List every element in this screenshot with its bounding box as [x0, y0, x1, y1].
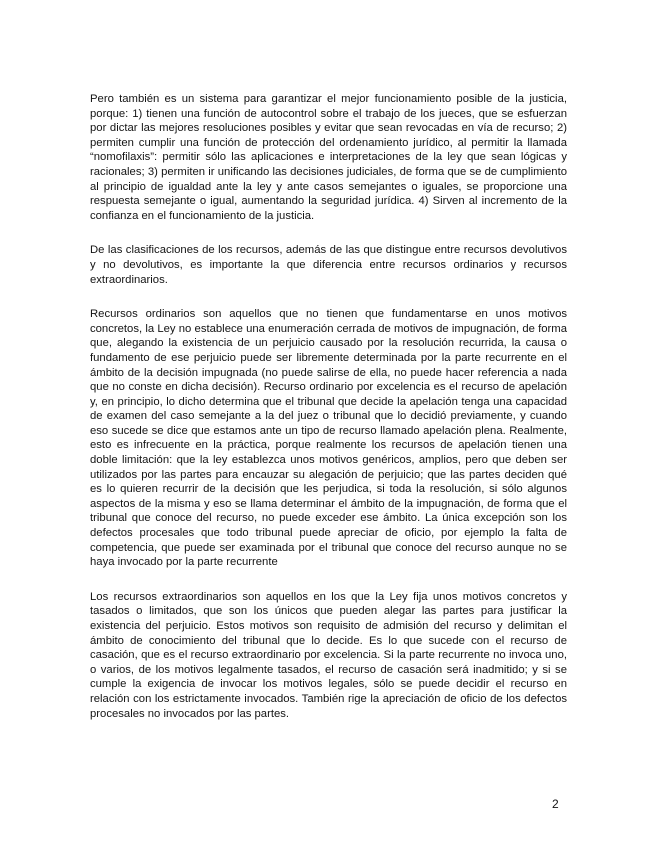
paragraph-ordinary-appeals: Recursos ordinarios son aquellos que no tienen que fundamentarse en unos motivos concretos, la Ley no establece una enumeración cerrada de motivos de impugnación, de forma que, alegando la existencia de un perjuicio causado por la resolución recurrida, la causa o fundamento de ese perjuicio puede ser libremente determinada por la parte recurrente en el ámbito de la decisión impugnada (no puede salirse de ella, no puede hacer referencia a nada que no conste en dicha decisión). Recurso ordinario por excelencia es el recurso de apelación y, en principio, lo dicho determina que el tribunal que decide la apelación tenga una capacidad de examen del caso semejante a la del juez o tribunal que lo decidió previamente, y cuando eso sucede se dice que estamos ante un tipo de recurso llamado apelación plena. Realmente, esto es infrecuente en la práctica, porque realmente los recursos de apelación tienen una doble limitación: que la ley establezca unos motivos genéricos, amplios, pero que deben ser utilizados por las partes para encauzar su alegación de perjuicio; que las partes deciden qué es lo quieren recurrir de la decisión que les perjudica, si toda la resolución, si sólo algunos aspectos de la misma y eso se llama determinar el ámbito de la impugnación, de forma que el tribunal que conoce del recurso, no puede exceder ese ámbito. La única excepción son los defectos procesales que todo tribunal puede apreciar de oficio, por ejemplo la falta de competencia, que puede ser examinada por el tribunal que conoce del recurso aunque no se haya invocado por la parte recurrente [90, 308, 567, 569]
paragraph-extraordinary-appeals: Los recursos extraordinarios son aquellos en los que la Ley fija unos motivos concretos y tasados o limitados, que son los únicos que pueden alegar las partes para justificar la existencia del perjuicio. Estos motivos son requisito de admisión del recurso y delimitan el ámbito de conocimiento del tribunal que lo decide. Es lo que sucede con el recurso de casación, que es el recurso extraordinario por excelencia. Si la parte recurrente no invoca uno, o varios, de los motivos legalmente tasados, el recurso de casación será inadmitido; y si se cumple la exigencia de invocar los motivos legales, sólo se puede decidir el recurso en relación con los estrictamente invocados. También rige la apreciación de oficio de los defectos procesales no invocados por las partes. [90, 590, 567, 720]
paragraph-justice-functions: Pero también es un sistema para garantizar el mejor funcionamiento posible de la justicia, porque: 1) tienen una función de autocontrol sobre el trabajo de los jueces, que se esfuerzan por dictar las mejores resoluciones posibles y evitar que sean revocadas en vía de recurso; 2) permiten cumplir una función de protección del ordenamiento jurídico, al permitir la llamada “nomofilaxis”: permitir sólo las aplicaciones e interpretaciones de la ley que sean lógicas y racionales; 3) permiten ir unificando las decisiones judiciales, de forma que se de cumplimiento al principio de igualdad ante la ley y ante casos semejantes o iguales, se proporcione una respuesta semejante o igual, aumentando la seguridad jurídica. 4) Sirven al incremento de la confianza en el funcionamiento de la justicia. [90, 93, 567, 222]
page-number: 2 [552, 797, 559, 811]
paragraph-classifications: De las clasificaciones de los recursos, además de las que distingue entre recursos devolutivos y no devolutivos, es importante la que diferencia entre recursos ordinarios y recursos extraordinarios. [90, 244, 567, 286]
document-page [90, 92, 567, 741]
